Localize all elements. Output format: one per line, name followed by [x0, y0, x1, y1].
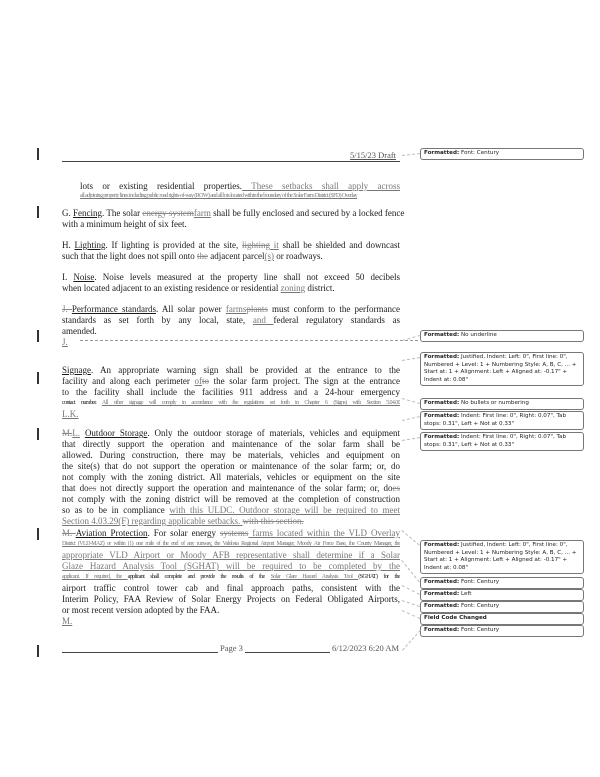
inserted-text: L.K.	[62, 409, 79, 419]
draft-label: 5/15/23 Draft	[350, 150, 397, 160]
text-line	[62, 219, 400, 230]
comment-connector	[402, 585, 420, 595]
text-run: . Only the outdoor storage of materials, vehicles and equipment	[147, 428, 401, 438]
comment-connector	[402, 630, 421, 651]
inserted-text: (s)	[264, 251, 274, 261]
text-line	[62, 472, 400, 483]
text-line	[62, 450, 400, 461]
comment-connector	[402, 610, 420, 619]
text-run: adjacent parcel	[208, 251, 265, 261]
text-line	[62, 516, 400, 527]
text-run: not comply with the zoning district will be removed at the completion of construction	[62, 494, 400, 504]
change-bar	[37, 645, 39, 657]
comment-label: Formatted:	[424, 542, 460, 548]
comment-label: Formatted:	[424, 434, 460, 440]
page-number: Page 3	[220, 643, 243, 653]
text-run: district.	[305, 283, 335, 293]
comment-text: Justified, Indent: Left: 0", First line: 0", Numbered + Level: 1 + Numbering Style: A, B, C, ... + Start at: 1 + Alignment: Left + Aligned at: -0.17" + Indent at: 0.08"	[424, 542, 577, 571]
text-run: I.	[62, 272, 74, 282]
comment-text: Font: Century	[459, 603, 500, 609]
text-run: to the facility shall include the facilities 911 address and a 24-hour emergency	[62, 387, 400, 397]
text-line	[62, 337, 400, 348]
comment-label: Formatted:	[424, 150, 460, 156]
text-line	[62, 583, 400, 594]
text-run: the solar farm project. The sign at the entrance	[209, 376, 400, 386]
text-line	[62, 208, 405, 219]
paragraph-mark-line	[80, 340, 418, 341]
text-line	[62, 365, 400, 376]
text-run: that directly support the operation and maintenance of the solar farm shall be	[62, 439, 400, 449]
inserted-text: appropriate VLD Airport or Moody AFB representative shall determine if a Solar	[62, 550, 400, 560]
text-line	[62, 505, 400, 516]
comment-label: Formatted:	[424, 354, 460, 360]
comment-label: Formatted:	[424, 413, 460, 419]
comment-text: Indent: First line: 0", Right: 0.07", Tab stops: 0.31", Left + Not at 0.33"	[424, 413, 566, 427]
text-run: . If lighting is provided at the site,	[105, 240, 242, 250]
text-run: Interim Policy, FAA Review of Solar Energy Projects on Federal Obligated Airports,	[62, 594, 400, 604]
text-run: lots or existing residential properties.	[80, 181, 243, 191]
text-run: or most recent version adopted by the FAA.	[62, 605, 220, 615]
comment-connector	[402, 600, 420, 607]
comment-balloon[interactable]	[420, 330, 584, 342]
inserted-text: M.	[62, 616, 73, 626]
comment-text: No underline	[459, 332, 497, 338]
deleted-text: with this section.	[242, 516, 304, 526]
footer-timestamp: 6/12/2023 6:20 AM	[332, 643, 400, 653]
text-run: shall be fully enclosed and secured by a locked fence	[210, 208, 405, 218]
comment-label: Formatted:	[424, 591, 460, 597]
change-bar	[37, 528, 39, 540]
text-run: standards as set forth by any local, state,	[62, 315, 253, 325]
inserted-text: with this ULDC. Outdoor storage will be required to meet	[169, 505, 400, 515]
deleted-text: systems	[219, 528, 249, 538]
text-run: (SGHAT) for the	[358, 574, 400, 580]
comment-connector	[402, 416, 420, 421]
section-heading: Lighting	[74, 240, 106, 250]
comment-label: Field Code Changed	[424, 615, 487, 621]
text-run: with a minimum height of six feet.	[62, 219, 187, 229]
text-line	[62, 283, 400, 294]
deleted-text: the	[197, 251, 208, 261]
inserted-text: L.	[72, 428, 81, 438]
text-run: . The solar	[102, 208, 143, 218]
text-run: H.	[62, 240, 75, 250]
header-rule	[62, 161, 400, 162]
inserted-text: Glaze Hazard Analysis Tool (SGHAT) will be required to be completed by the	[62, 561, 400, 571]
inserted-text: farms located within the VLD Overlay	[248, 528, 400, 538]
inserted-text: All other signage will comply in accordance with the regulations set forth in Chapter 6 (Signs) with Section 5.04.00	[101, 400, 400, 406]
inserted-text: applicant. If required, the	[62, 574, 128, 580]
comment-connector	[402, 357, 420, 361]
comment-text: Font: Century	[459, 627, 500, 633]
change-bar	[37, 428, 39, 440]
text-line	[62, 561, 400, 572]
text-run: . An appropriate warning sign shall be provided at the entrance to the	[91, 365, 400, 375]
text-run: not directly support the operation and maintenance of the solar farm; or, do	[96, 483, 393, 493]
comment-balloon[interactable]	[420, 411, 584, 430]
inserted-text: it	[270, 240, 279, 250]
text-run: applicant shall complete and provide the results of the	[127, 574, 271, 580]
text-line	[80, 191, 400, 202]
inserted-text: District (VLD-MAZ) or within (1) one mile of the end of any runway, the Valdosta Regional Airport Manager, Moody Air Force Base, the County Manager, the	[62, 541, 400, 547]
comment-balloon[interactable]	[420, 352, 584, 386]
inserted-text: zoning	[280, 283, 306, 293]
comment-label: Formatted:	[424, 400, 460, 406]
section-heading: Signage	[62, 365, 91, 375]
text-line	[62, 528, 400, 539]
inserted-text: These setbacks shall apply across	[242, 181, 400, 191]
text-line	[62, 605, 400, 616]
text-run: when located adjacent to an existing residence or residential	[62, 283, 281, 293]
inserted-text: farms	[225, 304, 247, 314]
comment-balloon[interactable]	[420, 398, 584, 410]
text-line	[62, 483, 400, 494]
section-heading: Outdoor Storage	[84, 428, 148, 438]
text-run: that do	[62, 483, 89, 493]
deleted-text: M.	[62, 428, 73, 438]
text-line	[62, 461, 400, 472]
section-heading: Aviation Protection	[75, 528, 148, 538]
text-line	[62, 387, 400, 398]
text-line	[62, 539, 400, 550]
text-run: the site(s) that do not support the operation or maintenance of the solar farm; or, do	[62, 461, 400, 471]
section-heading: Noise	[73, 272, 95, 282]
text-line	[62, 376, 400, 387]
text-line	[62, 315, 400, 326]
change-bar	[37, 206, 39, 218]
text-run: . All solar power	[156, 304, 226, 314]
comment-connector	[402, 398, 420, 404]
change-bar	[37, 372, 39, 384]
text-run: so as to be in compliance	[62, 505, 170, 515]
inserted-text: Section 4.03.29(F) regarding applicable setbacks.	[62, 516, 243, 526]
text-run: such that the light does not spill onto	[62, 251, 197, 261]
text-run: shall be shielded and downcast	[278, 240, 400, 250]
text-line	[62, 428, 400, 439]
deleted-text: to	[201, 376, 209, 386]
text-run: must conform to the performance	[267, 304, 400, 314]
comment-label: Formatted:	[424, 579, 460, 585]
text-line	[62, 572, 400, 583]
text-run: or roadways.	[273, 251, 323, 261]
comment-balloon[interactable]	[420, 540, 584, 574]
comment-text: Font: Century	[459, 579, 500, 585]
comment-balloon[interactable]	[420, 148, 584, 160]
comment-text: No bullets or numbering	[459, 400, 529, 406]
text-line	[62, 409, 400, 420]
inserted-text: Solar Glare Hazard Analysis Tool	[270, 574, 359, 580]
text-line	[62, 326, 400, 337]
deleted-text: J.	[62, 304, 72, 314]
comment-label: Formatted:	[424, 603, 460, 609]
text-line	[62, 272, 400, 283]
comment-text: Indent: First line: 0", Right: 0.07", Tab stops: 0.31", Left + Not at 0.33"	[424, 434, 566, 448]
text-line	[62, 240, 400, 251]
comment-text: Left	[459, 591, 472, 597]
deleted-text: es	[88, 483, 97, 493]
text-run: allowed. During construction, there may be materials, vehicles and equipment on	[62, 450, 400, 460]
comment-label: Formatted:	[424, 627, 460, 633]
comment-text: Justified, Indent: Left: 0", First line: 0", Numbered + Level: 1 + Numbering Style: A, B, C, ... + Start at: 1 + Alignment: Left + Aligned at: -0.17" + Indent at: 0.08"	[424, 354, 577, 383]
comment-balloon[interactable]	[420, 625, 584, 637]
text-run: airport traffic control tower cab and final approach paths, consistent with the	[62, 583, 400, 593]
comment-balloon[interactable]	[420, 577, 584, 589]
inserted-text: farm	[193, 208, 211, 218]
inserted-text: J.	[62, 337, 68, 347]
text-run: contact number.	[62, 400, 102, 406]
text-line	[62, 616, 400, 627]
text-line	[62, 439, 400, 450]
text-run: . Noise levels measured at the property line shall not exceed 50 decibels	[94, 272, 400, 282]
text-run: not comply with the zoning district. All materials, vehicles or equipment on the site	[62, 472, 400, 482]
comment-connector	[402, 153, 420, 156]
deleted-text: es	[392, 483, 400, 493]
deleted-text: M.	[62, 528, 76, 538]
comment-connector	[401, 530, 420, 546]
section-heading: Performance standards	[71, 304, 157, 314]
text-run: facility and along each perimeter	[62, 376, 195, 386]
text-run: . For solar energy	[147, 528, 220, 538]
text-line	[62, 304, 400, 315]
deleted-text: energy system	[142, 208, 194, 218]
text-run: amended.	[62, 326, 97, 336]
inserted-text: all adjoining property lines including public road rights-of-way (ROW) and all lots located within the boundary of the Solar Farm District (SFD) Overlay	[80, 193, 358, 199]
text-line	[62, 594, 400, 605]
text-line	[62, 494, 400, 505]
text-run: federal regulatory standards as	[273, 315, 401, 325]
comment-balloon[interactable]	[420, 601, 584, 613]
inserted-text: and	[252, 315, 274, 325]
text-line	[62, 550, 400, 561]
comment-text: Font: Century	[459, 150, 500, 156]
comment-balloon[interactable]	[420, 589, 584, 601]
text-line	[62, 398, 400, 409]
comment-connector	[401, 560, 420, 583]
comment-balloon[interactable]	[420, 613, 584, 625]
comment-connector	[402, 437, 420, 441]
change-bar	[37, 148, 39, 160]
text-run: G.	[62, 208, 73, 218]
section-heading: Fencing	[73, 208, 102, 218]
deleted-text: plants	[246, 304, 268, 314]
text-line	[62, 251, 400, 262]
comment-balloon[interactable]	[420, 432, 584, 451]
change-bar	[37, 330, 39, 342]
comment-label: Formatted:	[424, 332, 460, 338]
inserted-text: of	[194, 376, 202, 386]
deleted-text: lighting	[241, 240, 270, 250]
